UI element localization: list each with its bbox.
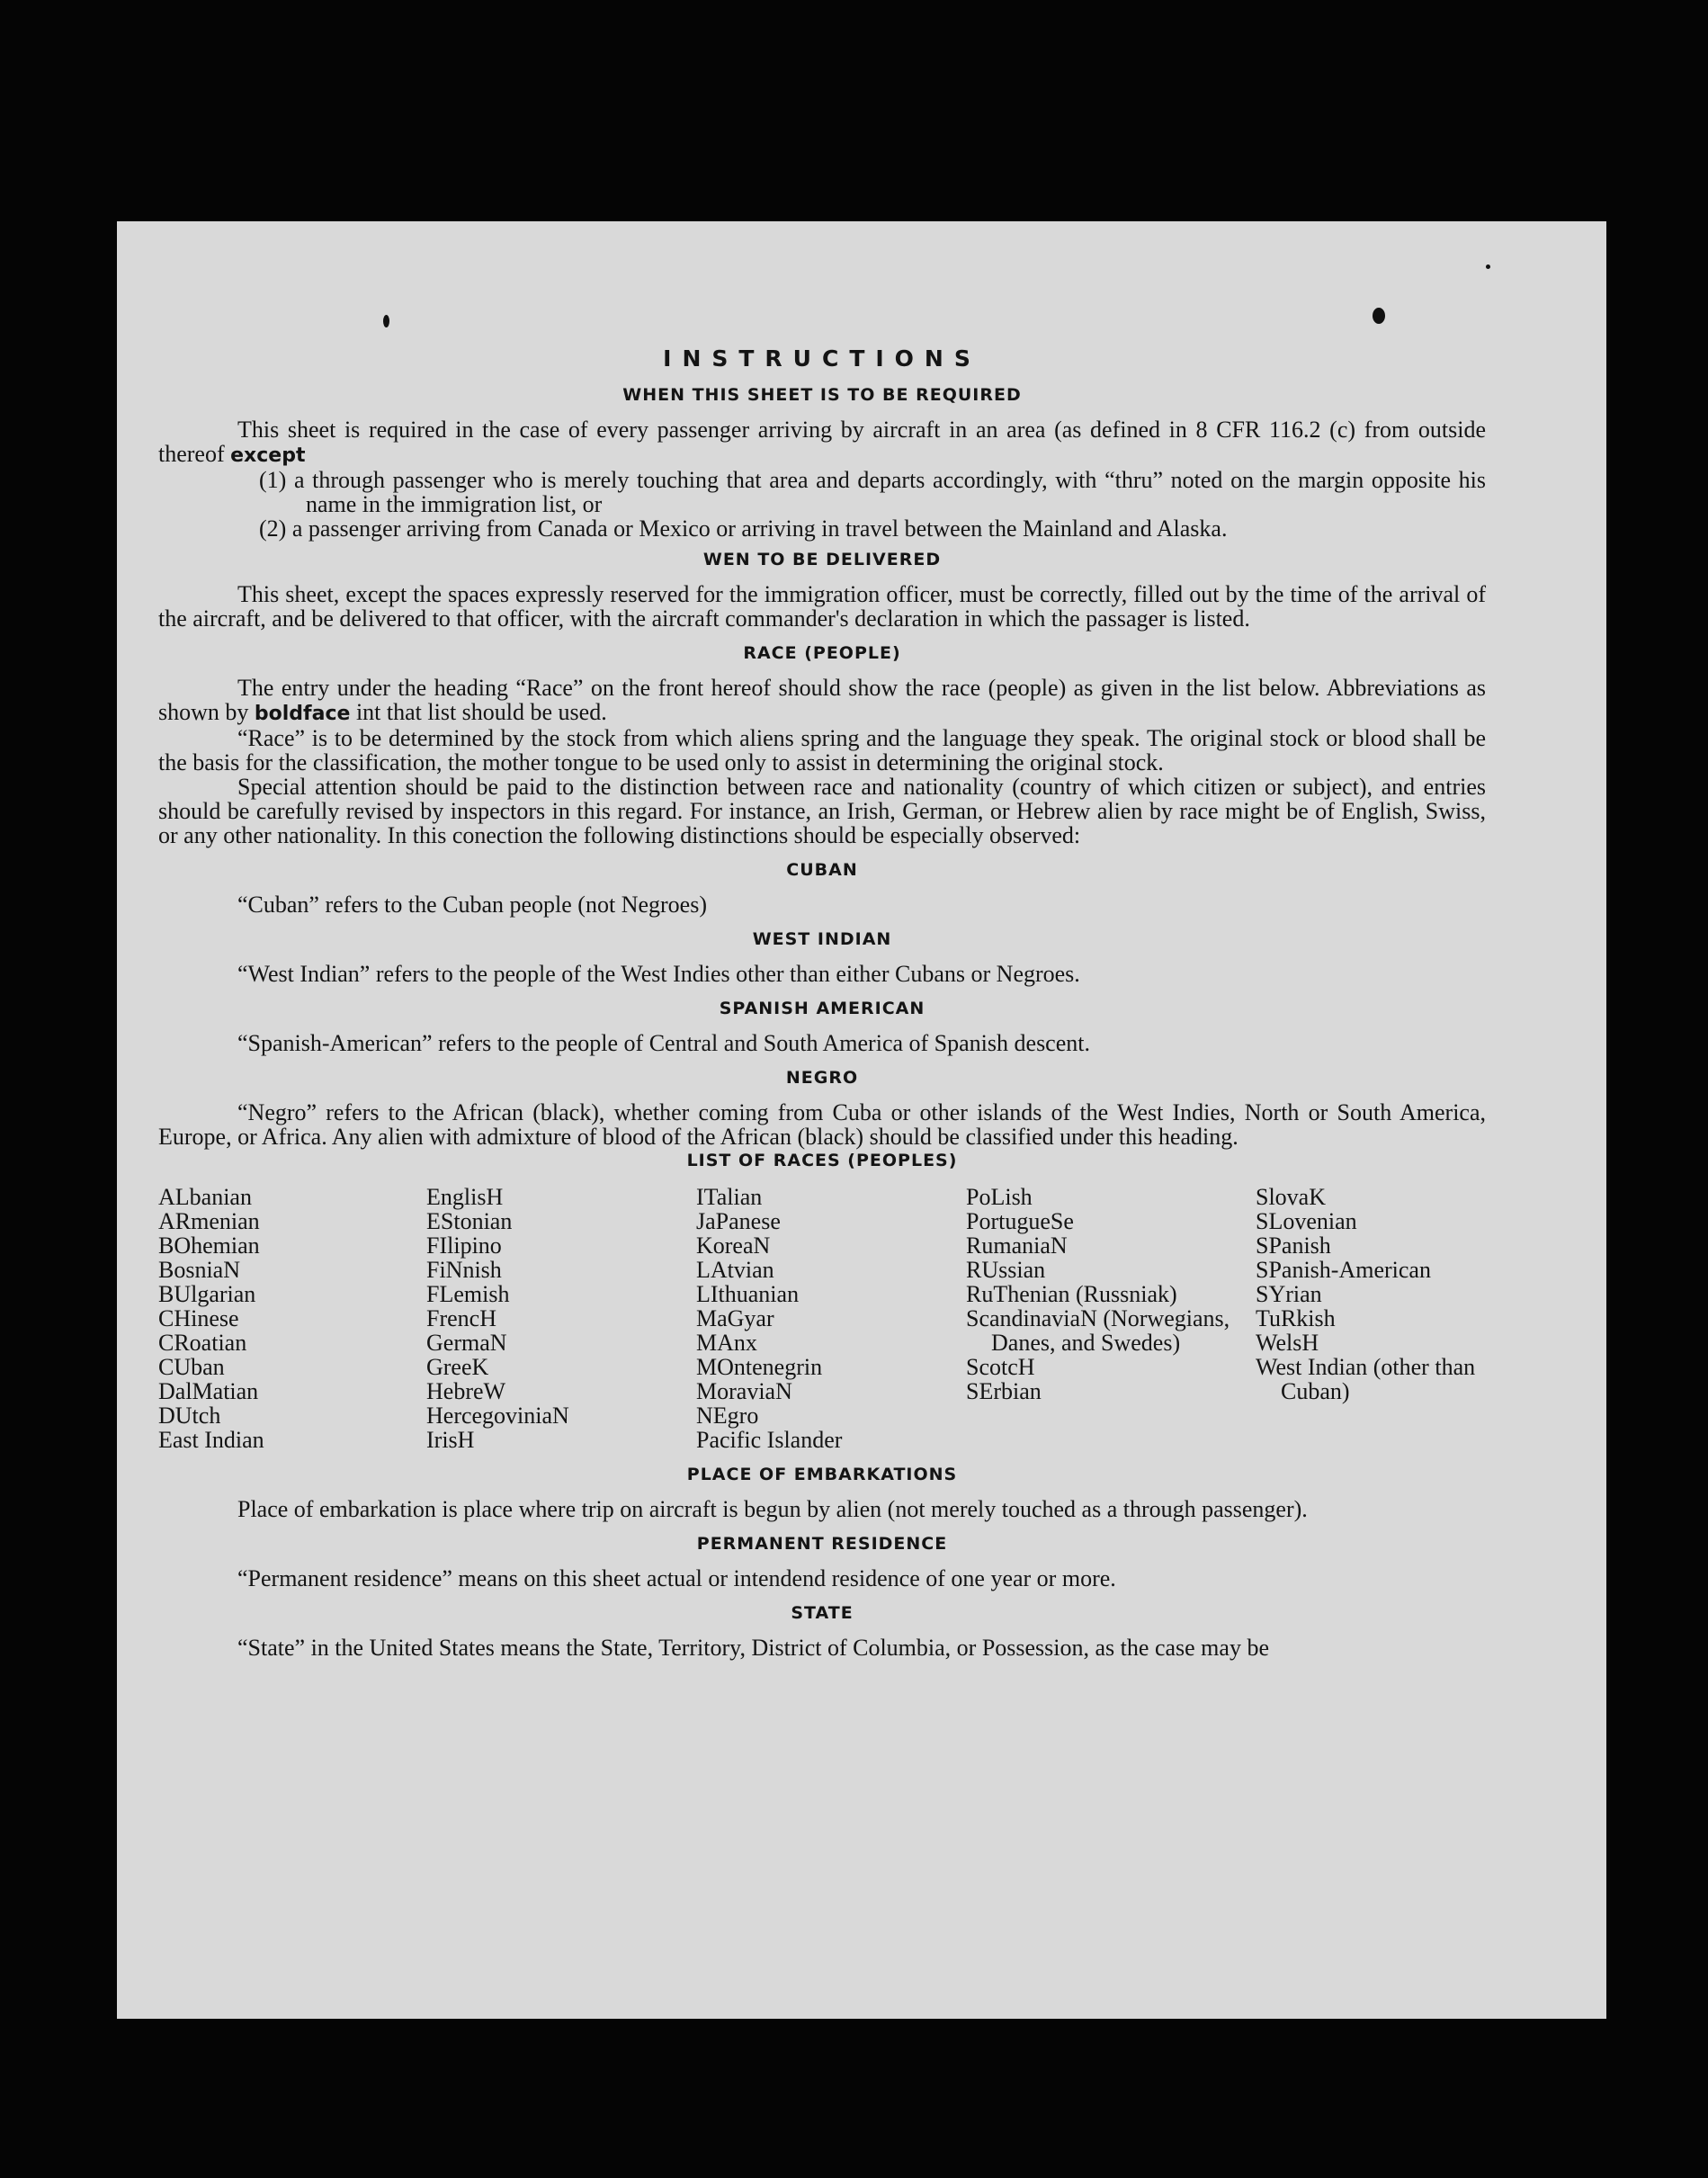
race-item: ARmenian — [158, 1208, 260, 1234]
race-item: NEgro — [696, 1403, 759, 1429]
race-item: BosniaN — [158, 1257, 240, 1283]
section-when-required — [158, 383, 1486, 541]
section-when-delivered — [158, 548, 1486, 631]
race-paragraph-3: Special attention should be paid to the distinction between race and nationality (country of which citizen or subject), and entries should be carefully revised by inspectors in this regard. For instance, an Irish, German, or Hebrew alien by race might be of English, Swiss, or any other nationality. In this conection the following distinctions should be especially observed: — [158, 774, 1486, 848]
intro-text: This sheet is required in the case of every passenger arriving by aircraft in an area (as defined in 8 CFR 116.2 (c) from outside thereof — [158, 417, 1486, 467]
section-cuban — [158, 858, 1486, 917]
race-item: MoraviaN — [696, 1378, 792, 1404]
cuban-text: “Cuban” refers to the Cuban people (not Negroes) — [237, 892, 707, 918]
section-permanent-residence — [158, 1532, 1486, 1591]
race-paragraph-2: “Race” is to be determined by the stock from which aliens spring and the language they speak. The original stock or blood shall be the basis for the classification, the mother tongue to be used only to assist in determining the original stock. — [158, 725, 1486, 775]
section-spanish-american — [158, 997, 1486, 1055]
document-sheet — [117, 221, 1606, 2019]
race-p1-before: The entry under the heading “Race” on the front hereof should show the race (people) as given in the list below. Abbreviations as shown by — [158, 675, 1486, 725]
race-item: CUban — [158, 1354, 225, 1380]
race-item: HercegoviniaN — [426, 1403, 569, 1429]
race-item: ITalian — [696, 1184, 763, 1210]
race-item: KoreaN — [696, 1232, 771, 1259]
race-column-1 — [158, 1185, 426, 1452]
race-item: IrisH — [426, 1427, 475, 1453]
race-item: SlovaK — [1256, 1184, 1326, 1210]
race-column-2 — [426, 1185, 696, 1452]
boldface-word: boldface — [254, 703, 351, 725]
section-state — [158, 1601, 1486, 1660]
heading-state: STATE — [791, 1603, 854, 1623]
heading-when-required: WHEN THIS SHEET IS TO BE REQUIRED — [622, 385, 1022, 405]
race-item: DalMatian — [158, 1378, 259, 1404]
race-item: SErbian — [966, 1378, 1042, 1404]
race-item: SYrian — [1256, 1281, 1322, 1307]
race-item: EnglisH — [426, 1184, 504, 1210]
race-item: ScandinaviaN (Norwegians, Danes, and Swedes) — [966, 1305, 1230, 1356]
race-column-5 — [1256, 1185, 1486, 1452]
heading-permanent-residence: PERMANENT RESIDENCE — [696, 1534, 948, 1554]
race-item: MaGyar — [696, 1305, 774, 1331]
heading-cuban: CUBAN — [786, 860, 858, 880]
race-item: RUssian — [966, 1257, 1046, 1283]
embarkation-text: Place of embarkation is place where trip on aircraft is begun by alien (not merely touched as a through passenger). — [237, 1496, 1308, 1522]
race-item: RumaniaN — [966, 1232, 1068, 1259]
race-item: LAtvian — [696, 1257, 774, 1283]
race-column-4 — [966, 1185, 1256, 1452]
race-item: FiNnish — [426, 1257, 502, 1283]
section-list-of-races — [158, 1149, 1486, 1452]
except-word: except — [230, 444, 306, 467]
race-item: FIlipino — [426, 1232, 502, 1259]
race-item: FrencH — [426, 1305, 496, 1331]
race-item: WelsH — [1256, 1330, 1319, 1356]
race-item: SPanish — [1256, 1232, 1331, 1259]
instructions-content — [158, 345, 1486, 1660]
permanent-residence-text: “Permanent residence” means on this sheet actual or intendend residence of one year or more. — [237, 1565, 1116, 1591]
race-column-3 — [696, 1185, 966, 1452]
negro-text: “Negro” refers to the African (black), whether coming from Cuba or other islands of the West Indies, North or South America, Europe, or Africa. Any alien with admixture of blood of the African (black) should be classified under this heading. — [158, 1099, 1486, 1150]
race-item: ScotcH — [966, 1354, 1035, 1380]
race-item: BOhemian — [158, 1232, 260, 1259]
race-item: ALbanian — [158, 1184, 252, 1210]
race-p1-after: int that list should be used. — [355, 699, 607, 725]
section-embarkation — [158, 1463, 1486, 1521]
section-negro — [158, 1066, 1486, 1149]
heading-west-indian: WEST INDIAN — [752, 929, 892, 949]
race-item: SLovenian — [1256, 1208, 1357, 1234]
race-item: SPanish-American — [1256, 1257, 1431, 1283]
race-item: MAnx — [696, 1330, 757, 1356]
when-required-intro — [158, 417, 1486, 468]
spanish-american-text: “Spanish-American” refers to the people of Central and South America of Spanish descent. — [237, 1030, 1090, 1056]
race-item: CRoatian — [158, 1330, 247, 1356]
race-item: GreeK — [426, 1354, 489, 1380]
race-item: RuThenian (Russniak) — [966, 1281, 1177, 1307]
race-item: PortugueSe — [966, 1208, 1074, 1234]
state-text: “State” in the United States means the State, Territory, District of Columbia, or Possession, as the case may be — [237, 1635, 1269, 1661]
races-table — [158, 1185, 1486, 1452]
race-item: DUtch — [158, 1403, 221, 1429]
race-item: HebreW — [426, 1378, 506, 1404]
race-item: GermaN — [426, 1330, 507, 1356]
race-item: LIthuanian — [696, 1281, 800, 1307]
race-paragraph-1 — [158, 676, 1486, 726]
race-item: TuRkish — [1256, 1305, 1336, 1331]
race-item: FLemish — [426, 1281, 510, 1307]
heading-negro: NEGRO — [785, 1068, 859, 1088]
race-item: BUlgarian — [158, 1281, 256, 1307]
exception-item-1: (1) a through passenger who is merely touching that area and departs accordingly, with “thru” noted on the margin opposite his name in the immigration list, or — [259, 467, 1486, 517]
section-race — [158, 641, 1486, 847]
ink-speck — [1486, 264, 1490, 269]
ink-speck — [383, 315, 389, 327]
race-item: West Indian (other than Cuban) — [1256, 1354, 1476, 1404]
west-indian-text: “West Indian” refers to the people of the West Indies other than either Cubans or Negroes. — [237, 961, 1080, 987]
race-item: CHinese — [158, 1305, 239, 1331]
race-item: Pacific Islander — [696, 1427, 843, 1453]
heading-race: RACE (PEOPLE) — [743, 643, 901, 663]
heading-spanish-american: SPANISH AMERICAN — [719, 999, 926, 1018]
section-west-indian — [158, 928, 1486, 986]
race-item: East Indian — [158, 1427, 264, 1453]
race-item: PoLish — [966, 1184, 1033, 1210]
page-title: INSTRUCTIONS — [663, 345, 981, 372]
ink-speck — [1373, 308, 1385, 324]
heading-embarkation: PLACE OF EMBARKATIONS — [686, 1465, 958, 1484]
when-delivered-text: This sheet, except the spaces expressly reserved for the immigration officer, must be correctly, filled out by the time of the arrival of the aircraft, and be delivered to that officer, with the aircraft commander's declaration in which the passager is listed. — [158, 581, 1486, 632]
heading-when-delivered: WEN TO BE DELIVERED — [702, 550, 942, 569]
race-item: MOntenegrin — [696, 1354, 823, 1380]
heading-list-of-races: LIST OF RACES (PEOPLES) — [686, 1151, 958, 1170]
exception-item-2: (2) a passenger arriving from Canada or Mexico or arriving in travel between the Mainland and Alaska. — [259, 515, 1228, 542]
race-item: JaPanese — [696, 1208, 781, 1234]
race-item: EStonian — [426, 1208, 513, 1234]
